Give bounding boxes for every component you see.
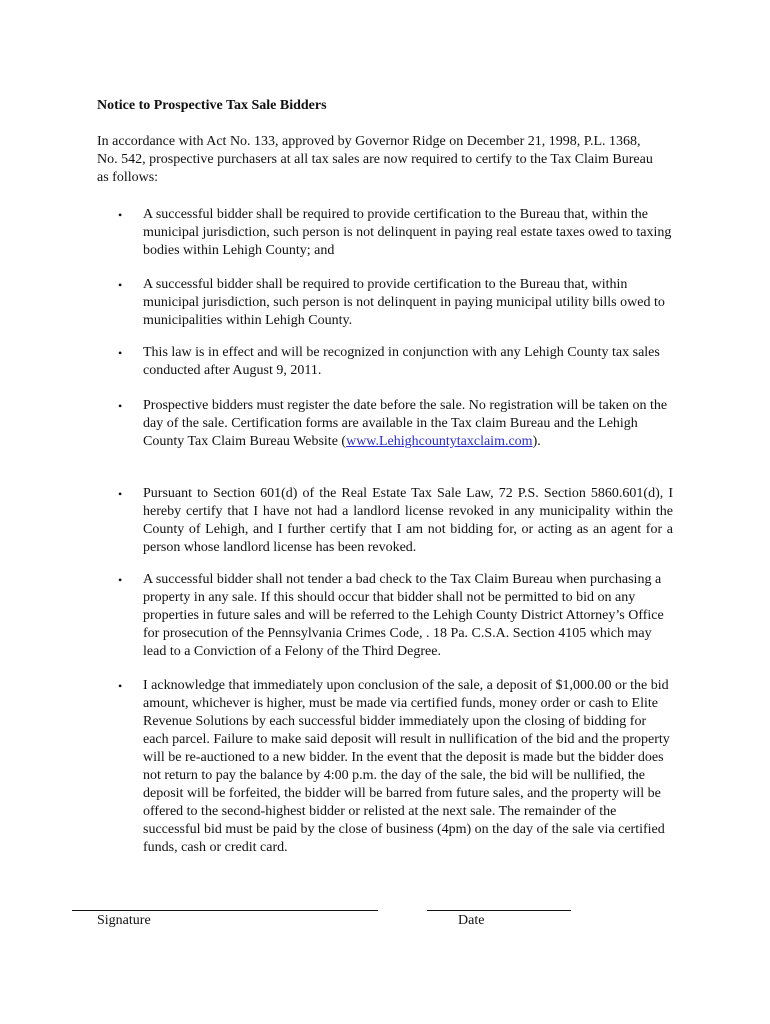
- signature-label: Signature: [97, 913, 151, 928]
- intro-paragraph: In accordance with Act No. 133, approved by Governor Ridge on December 21, 1998, P.L. 1368, No. 542, prospective purchasers at all tax sales are now required to certify to the Tax Claim Bureau as follows:: [97, 134, 653, 185]
- list-item-text-tail: ).: [532, 434, 541, 449]
- list-item-text: A successful bidder shall not tender a bad check to the Tax Claim Bureau when purchasing a property in any sale. If this should occur that bidder shall not be permitted to bid on any properties in future sales and will be referred to the Lehigh County District Attorney’s Office for prosecution of the Pennsylvania Crimes Code, . 18 Pa. C.S.A. Section 4105 which may lead to a Conviction of a Felony of the Third Degree.: [143, 572, 664, 659]
- bullet-icon: •: [118, 208, 123, 222]
- list-item-text: A successful bidder shall be required to provide certification to the Bureau that, within the municipal jurisdiction, such person is not delinquent in paying real estate taxes owed to taxing bodies within Lehigh County; and: [143, 207, 672, 258]
- website-link[interactable]: www.Lehighcountytaxclaim.com: [346, 434, 533, 449]
- date-line[interactable]: [427, 910, 571, 911]
- date-label: Date: [458, 913, 485, 928]
- bullet-icon: •: [118, 399, 123, 413]
- bullet-icon: •: [118, 487, 123, 501]
- bullet-icon: •: [118, 573, 123, 587]
- bullet-icon: •: [118, 346, 123, 360]
- list-item-text: A successful bidder shall be required to provide certification to the Bureau that, within municipal jurisdiction, such person is not delinquent in paying municipal utility bills owed to municipalities within Lehigh County.: [143, 277, 665, 328]
- document-title: Notice to Prospective Tax Sale Bidders: [97, 98, 327, 113]
- list-item-text: I acknowledge that immediately upon conclusion of the sale, a deposit of $1,000.00 or the bid amount, whichever is higher, must be made via certified funds, money order or cash to Elite Revenue Solutions by each successful bidder immediately upon the closing of bidding for each parcel. Failure to make said deposit will result in nullification of the bid and the property will be re-auctioned to a new bidder. In the event that the deposit is made but the bidder does not return to pay the balance by 4:00 p.m. the day of the sale, the bid will be nullified, the deposit will be forfeited, the bidder will be barred from future sales, and the property will be offered to the second-highest bidder or relisted at the next sale. The remainder of the successful bid must be paid by the close of business (4pm) on the day of the sale via certified funds, cash or credit card.: [143, 678, 670, 855]
- bullet-icon: •: [118, 278, 123, 292]
- list-item-text-main: Prospective bidders must register the date before the sale. No registration will be taken on the day of the sale. Certification forms are available in the Tax claim Bureau and the Lehigh County Tax Claim Bureau Website (: [143, 398, 668, 449]
- bullet-icon: •: [118, 679, 123, 693]
- list-item-text: This law is in effect and will be recognized in conjunction with any Lehigh County tax sales conducted after August 9, 2011.: [143, 345, 660, 378]
- list-item-text: Pursuant to Section 601(d) of the Real Estate Tax Sale Law, 72 P.S. Section 5860.601(d), I hereby certify that I have not had a landlord license revoked in any municipality within the County of Lehigh, and I further certify that I am not bidding for, or acting as an agent for a person whose landlord license has been revoked.: [143, 486, 673, 555]
- list-item-text: [143, 397, 673, 451]
- signature-line[interactable]: [72, 910, 378, 911]
